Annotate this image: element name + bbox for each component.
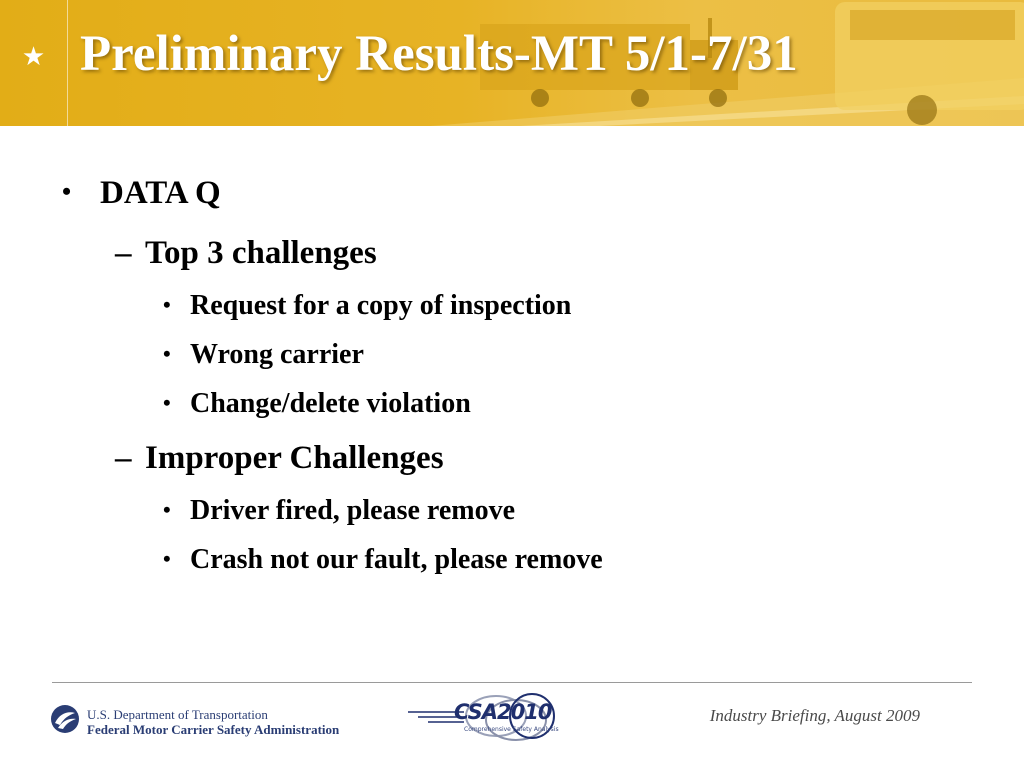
bullet-text: Change/delete violation: [190, 388, 471, 419]
bullet-marker: •: [163, 341, 171, 366]
bullet-level2: [115, 233, 377, 273]
bullet-level3: [163, 493, 515, 528]
bullet-text: Request for a copy of inspection: [190, 290, 572, 321]
bullet-marker: •: [163, 546, 171, 571]
bullet-marker: •: [163, 390, 171, 415]
footer-divider: [52, 682, 972, 683]
slide-title: Preliminary Results-MT 5/1-7/31: [80, 26, 798, 82]
bullet-level3: [163, 542, 603, 577]
bullet-marker: •: [163, 497, 171, 522]
dot-seal-icon: [50, 704, 80, 734]
bullet-level3: [163, 288, 571, 323]
bullet-text: Driver fired, please remove: [190, 495, 516, 526]
bullet-text: DATA Q: [100, 175, 221, 211]
bullet-level1: [62, 172, 221, 213]
footer-briefing-label: Industry Briefing, August 2009: [709, 706, 920, 725]
star-panel: [0, 0, 68, 126]
header-banner: [0, 0, 1024, 126]
department-name: U.S. Department of Transportation: [87, 707, 268, 722]
bullet-marker: –: [115, 235, 132, 271]
bullet-text: Top 3 challenges: [145, 235, 377, 271]
csa2010-logo-subtext: Comprehensive Safety Analysis: [464, 726, 559, 733]
bullet-level2: [115, 438, 444, 478]
star-icon: ★: [21, 42, 46, 72]
agency-name: Federal Motor Carrier Safety Administration: [87, 722, 340, 737]
bullet-text: Wrong carrier: [190, 339, 364, 370]
bullet-text: Crash not our fault, please remove: [190, 544, 603, 575]
bullet-marker: •: [62, 177, 72, 206]
bullet-marker: •: [163, 292, 171, 317]
bullet-level3: [163, 337, 364, 372]
bullet-level3: [163, 386, 471, 421]
bullet-text: Improper Challenges: [145, 440, 444, 476]
csa2010-logo-text: CSA2010: [454, 700, 552, 724]
dot-agency-block: [87, 707, 339, 737]
bullet-marker: –: [115, 440, 132, 476]
